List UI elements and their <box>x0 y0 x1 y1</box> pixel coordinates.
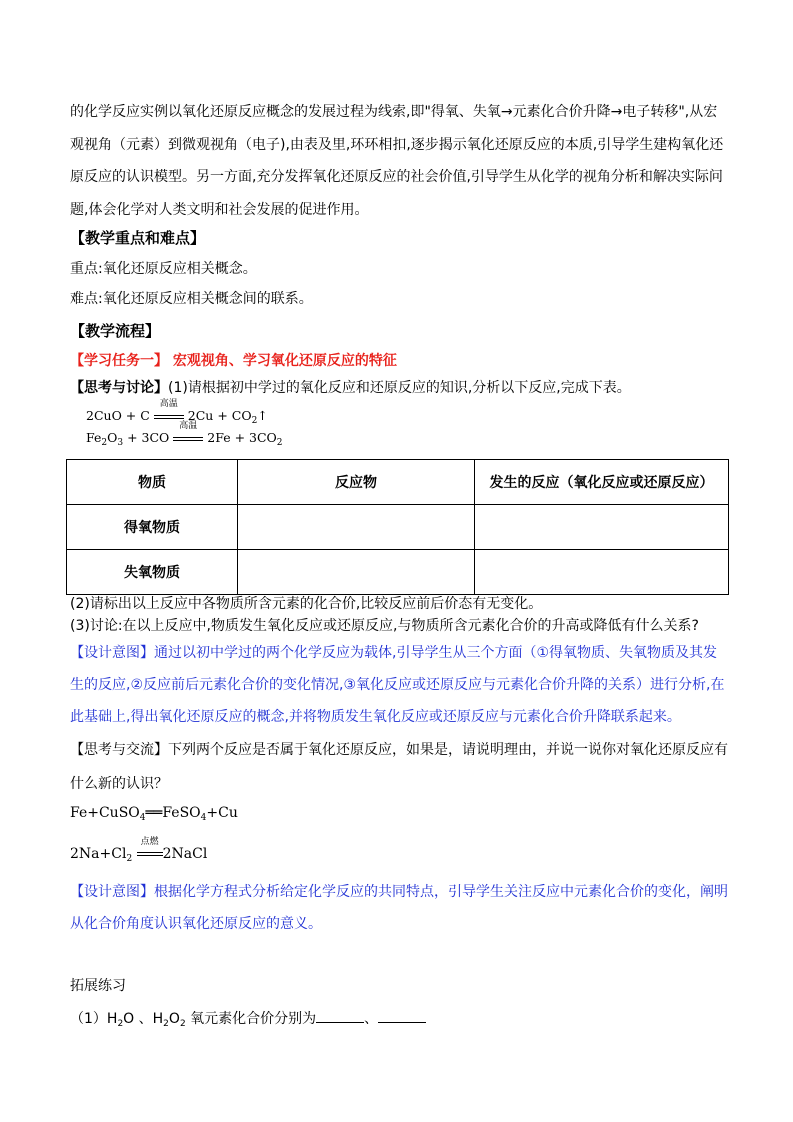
table-cell[interactable] <box>238 505 475 550</box>
table-cell[interactable] <box>475 505 729 550</box>
equation-2: $Fe_2O_3 + 3CO$ 高温 $2Fe + 3CO_2$ <box>86 421 283 448</box>
practice-heading: 拓展练习 <box>70 978 126 994</box>
answer-blank-2[interactable] <box>378 1010 426 1023</box>
equation-4: $2Na+Cl_2$ 点燃 2NaCl <box>70 837 208 864</box>
equation-1-condition: 高温 <box>154 408 184 423</box>
design-intent-1 <box>70 637 730 733</box>
design-intent-1-tag: 【设计意图】 <box>70 645 154 661</box>
design-intent-2-text: 根据化学方程式分析给定化学反应的共同特点，引导学生关注反应中元素化合价的变化，阐明从化合价角度认识氧化还原反应的意义。 <box>70 884 728 932</box>
exchange-paragraph <box>70 733 730 801</box>
table-row-label: 失氧物质 <box>67 550 238 595</box>
table-row <box>67 505 729 550</box>
table-header: 发生的反应（氧化反应或还原反应） <box>475 460 729 505</box>
equation-1: 2CuO + C 高温 $2Cu + CO_2↑$ <box>86 399 268 426</box>
key-point: 重点:氧化还原反应相关概念。 <box>70 261 257 277</box>
question-3: (3)讨论:在以上反应中,物质发生氧化反应或还原反应,与物质所含元素化合价的升高或降低有什么关系? <box>70 618 699 634</box>
equation-2-condition: 高温 <box>173 430 203 445</box>
equation-4-condition: 点燃 <box>137 846 163 862</box>
oxidation-table <box>66 459 729 595</box>
flow-heading: 【教学流程】 <box>70 322 161 340</box>
answer-blank-1[interactable] <box>316 1010 364 1023</box>
intro-paragraph: 的化学反应实例以氧化还原反应概念的发展过程为线索,即"得氧、失氧→元素化合价升降→电子转移",从宏观视角（元素）到微观视角（电子),由表及里,环环相扣,逐步揭示氧化还原反应的本质,引导学生建构氧化还原反应的认识模型。另一方面,充分发挥氧化还原反应的社会价值,引导学生从化学的视角分析和解决实际问题,体会化学对人类文明和社会发展的促进作用。 <box>70 104 724 218</box>
focus-heading: 【教学重点和难点】 <box>70 229 206 247</box>
design-intent-1-text: 通过以初中学过的两个化学反应为载体,引导学生从三个方面（①得氧物质、失氧物质及其发生的反应,②反应前后元素化合价的变化情况,③氧化反应或还原反应与元素化合价升降的关系）进行分析,在此基础上,得出氧化还原反应的概念,并将物质发生氧化反应或还原反应与元素化合价升降联系起来。 <box>70 645 725 725</box>
table-row <box>67 550 729 595</box>
table-cell[interactable] <box>475 550 729 595</box>
discussion-tag: 【思考与讨论】 <box>70 380 168 396</box>
exchange-tag: 【思考与交流】 <box>70 742 168 758</box>
design-intent-2-tag: 【设计意图】 <box>70 884 154 900</box>
table-header: 反应物 <box>238 460 475 505</box>
task1-tag: 【学习任务一】 <box>70 353 168 369</box>
question-2: (2)请标出以上反应中各物质所含元素的化合价,比较反应前后价态有无变化。 <box>70 596 543 612</box>
design-intent-2 <box>70 876 730 940</box>
exchange-text: 下列两个反应是否属于氧化还原反应，如果是，请说明理由，并说一说你对氧化还原反应有什么新的认识？ <box>70 742 728 792</box>
table-header-row <box>67 460 729 505</box>
difficulty-point: 难点:氧化还原反应相关概念间的联系。 <box>70 291 313 307</box>
table-cell[interactable] <box>238 550 475 595</box>
practice-question-1: $(1)H_2O$ 、$H_2O_2$ 氧元素化合价分别为 、 <box>70 1003 730 1040</box>
table-row-label: 得氧物质 <box>67 505 238 550</box>
discussion-text: (1)请根据初中学过的氧化反应和还原反应的知识,分析以下反应,完成下表。 <box>168 380 631 396</box>
table-header: 物质 <box>67 460 238 505</box>
equation-3: Fe+CuSO$_4$══FeSO$_4$+Cu <box>70 805 238 823</box>
task1-title: 宏观视角、学习氧化还原反应的特征 <box>168 353 397 369</box>
